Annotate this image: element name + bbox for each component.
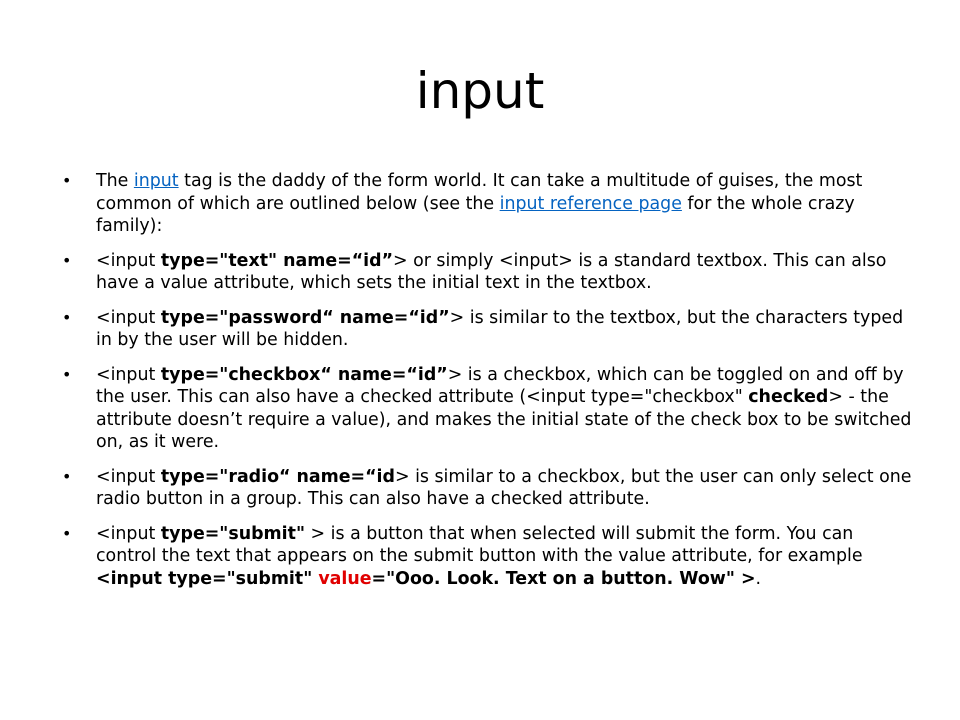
bullet-item-password-input	[60, 307, 916, 352]
bullet-code-bold: type="checkbox“ name=“id”	[160, 364, 448, 385]
bullet-item-text-input	[60, 250, 916, 295]
bullet-text: > - the attribute doesn’t require a value), and makes the initial state of the check box to be switched on, as it were.	[96, 387, 912, 452]
bullet-code-bold: type="radio“ name=“id	[160, 466, 395, 487]
bullet-code-bold: ="Ooo. Look. Text on a button. Wow" >	[371, 568, 756, 589]
bullet-text: .	[755, 568, 762, 589]
bullet-icon: •	[62, 523, 72, 543]
bullet-text: tag is the daddy of the form world. It can take a multitude of guises, the most common of which are outlined below (see the	[96, 171, 863, 214]
bullet-code-bold: type="submit"	[160, 523, 306, 544]
bullet-icon: •	[62, 250, 72, 270]
bullet-list	[60, 170, 916, 602]
bullet-icon: •	[62, 466, 72, 486]
bullet-text: The	[96, 171, 134, 191]
bullet-icon: •	[62, 364, 72, 384]
bullet-code-bold: type="password“ name=“id”	[160, 307, 450, 328]
bullet-text: <input	[96, 466, 161, 487]
bullet-item-input-tag	[60, 170, 916, 238]
bullet-text: > is similar to the textbox, but the characters typed in by the user will be hidden.	[96, 307, 904, 350]
bullet-code-bold: <input type="submit"	[96, 568, 319, 589]
bullet-code-red: value	[318, 568, 372, 589]
bullet-text: <input	[96, 523, 161, 544]
bullet-code-bold: type="text" name=“id”	[160, 250, 393, 271]
bullet-code-bold: checked	[748, 387, 829, 407]
bullet-text: > is similar to a checkbox, but the user can only select one radio button in a group. This can also have a checked attribute.	[96, 466, 912, 509]
bullet-text: > or simply <input> is a standard textbox. This can also have a value attribute, which sets the initial text in the textbox.	[96, 250, 887, 293]
bullet-item-submit-input	[60, 523, 916, 591]
bullet-text: > is a button that when selected will submit the form. You can control the text that appears on the submit button with the value attribute, for example	[96, 523, 863, 566]
bullet-text: for the whole crazy family):	[96, 193, 855, 236]
bullet-text: <input	[96, 307, 161, 328]
input-link[interactable]: input	[133, 171, 179, 191]
bullet-icon: •	[62, 171, 72, 190]
bullet-text: > is a checkbox, which can be toggled on and off by the user. This can also have a checked attribute (<input type="checkbox"	[96, 364, 904, 407]
bullet-text: <input	[96, 364, 161, 385]
bullet-icon: •	[62, 307, 72, 327]
bullet-text: <input	[96, 250, 161, 271]
slide-title: input	[415, 62, 545, 120]
bullet-item-checkbox-input	[60, 364, 916, 454]
input-reference-page-link[interactable]: input reference page	[499, 193, 682, 214]
bullet-item-radio-input	[60, 466, 916, 511]
